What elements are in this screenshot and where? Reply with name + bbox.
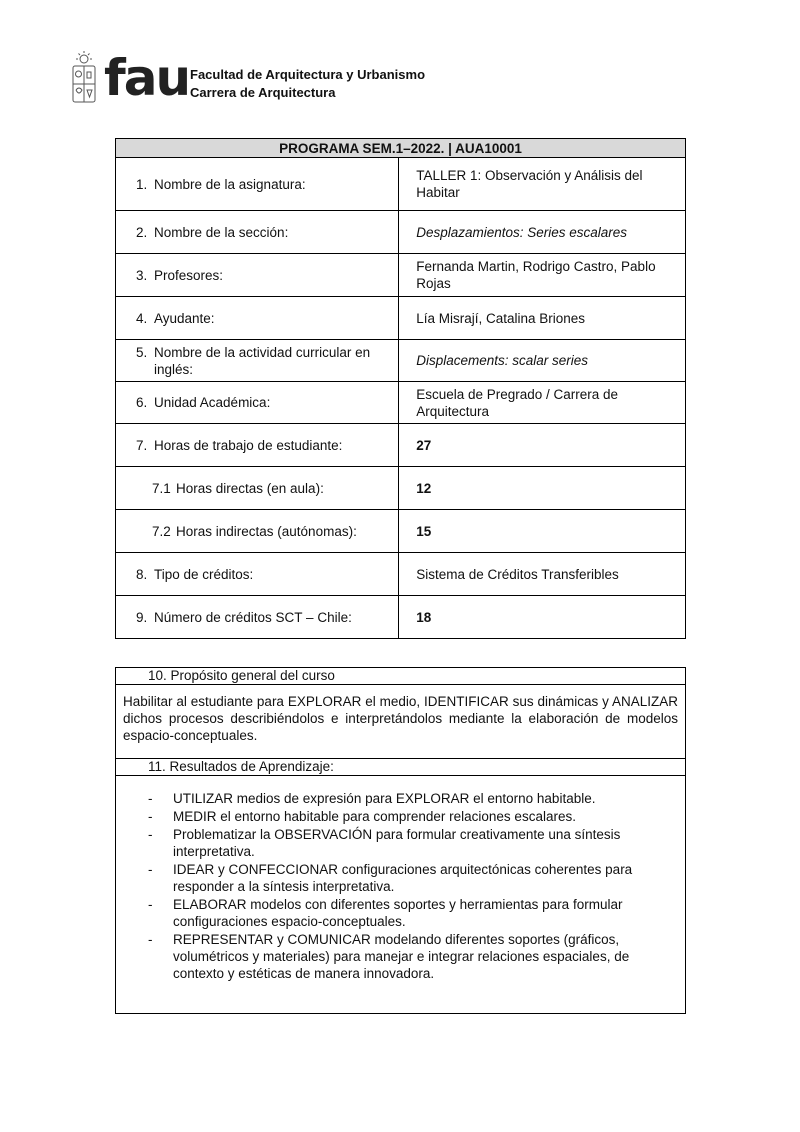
row-number: 3. xyxy=(136,267,148,283)
row-number: 9. xyxy=(136,609,148,625)
result-text: ELABORAR modelos con diferentes soportes y herramientas para formular configuraciones espacio-conceptuales. xyxy=(173,897,623,929)
result-text: MEDIR el entorno habitable para comprender relaciones escalares. xyxy=(173,809,576,824)
row-number: 4. xyxy=(136,310,148,326)
list-item xyxy=(148,808,675,825)
result-text: UTILIZAR medios de expresión para EXPLORAR el entorno habitable. xyxy=(173,791,596,806)
section-name-value: Desplazamientos: Series escalares xyxy=(399,211,686,254)
fau-logo: fau xyxy=(104,49,190,107)
row-number: 5. xyxy=(136,344,148,360)
list-item xyxy=(148,826,675,860)
table-row xyxy=(116,211,686,254)
table-row xyxy=(116,510,686,553)
sct-credits-value: 18 xyxy=(399,596,686,639)
row-number: 2. xyxy=(136,224,148,240)
assistant-value: Lía Misrají, Catalina Briones xyxy=(399,297,686,340)
table-row xyxy=(116,158,686,211)
row-label: Tipo de créditos: xyxy=(154,566,254,582)
bullet-dash: - xyxy=(148,897,153,912)
table-row xyxy=(116,340,686,382)
result-text: Problematizar la OBSERVACIÓN para formular creativamente una síntesis interpretativa. xyxy=(173,827,621,859)
table-row xyxy=(116,424,686,467)
row-number: 1. xyxy=(136,176,148,192)
row-label: Horas indirectas (autónomas): xyxy=(176,523,357,539)
list-item xyxy=(148,931,675,982)
list-item xyxy=(148,790,675,807)
table-row xyxy=(116,254,686,297)
direct-hours-value: 12 xyxy=(399,467,686,510)
row-label: Profesores: xyxy=(154,267,224,283)
table-row xyxy=(116,596,686,639)
student-hours-value: 27 xyxy=(399,424,686,467)
purpose-heading: 10. Propósito general del curso xyxy=(116,668,685,685)
indirect-hours-value: 15 xyxy=(399,510,686,553)
bullet-dash: - xyxy=(148,862,153,877)
academic-unit-value: Escuela de Pregrado / Carrera de Arquitectura xyxy=(399,382,686,424)
row-number: 7.2 xyxy=(152,523,171,539)
table-row xyxy=(116,382,686,424)
list-item xyxy=(148,896,675,930)
purpose-results-box xyxy=(115,667,686,1014)
credit-type-value: Sistema de Créditos Transferibles xyxy=(399,553,686,596)
row-label: Nombre de la actividad curricular en inglés: xyxy=(154,344,371,377)
professors-value: Fernanda Martin, Rodrigo Castro, Pablo Rojas xyxy=(399,254,686,297)
results-heading: 11. Resultados de Aprendizaje: xyxy=(116,758,685,776)
bullet-dash: - xyxy=(148,791,153,806)
purpose-text: Habilitar al estudiante para EXPLORAR el medio, IDENTIFICAR sus dinámicas y ANALIZAR dichos procesos describiéndolos e interpretándolos mediante la elaboración de modelos espacio-conceptuales. xyxy=(123,694,678,743)
row-label: Número de créditos SCT – Chile: xyxy=(154,609,352,625)
table-row xyxy=(116,467,686,510)
career-name: Carrera de Arquitectura xyxy=(190,85,336,100)
row-label: Ayudante: xyxy=(154,310,215,326)
table-row xyxy=(116,297,686,340)
row-number: 7.1 xyxy=(152,480,171,496)
results-list-container xyxy=(116,776,685,1013)
bullet-dash: - xyxy=(148,827,153,842)
program-title: PROGRAMA SEM.1–2022. | AUA10001 xyxy=(116,139,686,158)
row-number: 7. xyxy=(136,437,148,453)
bullet-dash: - xyxy=(148,809,153,824)
bullet-dash: - xyxy=(148,932,153,947)
row-label: Nombre de la sección: xyxy=(154,224,289,240)
course-name-value: TALLER 1: Observación y Análisis del Habitar xyxy=(399,158,686,211)
result-text: REPRESENTAR y COMUNICAR modelando diferentes soportes (gráficos, volumétricos y materiales) para manejar e integrar relaciones espaciales, de contexto y estéticas de manera innovadora. xyxy=(173,932,630,981)
row-label: Nombre de la asignatura: xyxy=(154,176,306,192)
page-header xyxy=(70,44,490,114)
result-text: IDEAR y CONFECCIONAR configuraciones arquitectónicas coherentes para responder a la síntesis interpretativa. xyxy=(173,862,633,894)
university-seal-icon xyxy=(70,50,98,108)
row-label: Horas de trabajo de estudiante: xyxy=(154,437,343,453)
row-number: 6. xyxy=(136,395,148,410)
row-label: Horas directas (en aula): xyxy=(176,480,324,496)
row-number: 8. xyxy=(136,566,148,582)
faculty-name: Facultad de Arquitectura y Urbanismo xyxy=(190,67,426,82)
row-label: Unidad Académica: xyxy=(154,395,271,410)
english-name-value: Displacements: scalar series xyxy=(399,340,686,382)
table-row xyxy=(116,553,686,596)
program-table xyxy=(115,138,686,639)
list-item xyxy=(148,861,675,895)
results-list xyxy=(148,790,675,982)
